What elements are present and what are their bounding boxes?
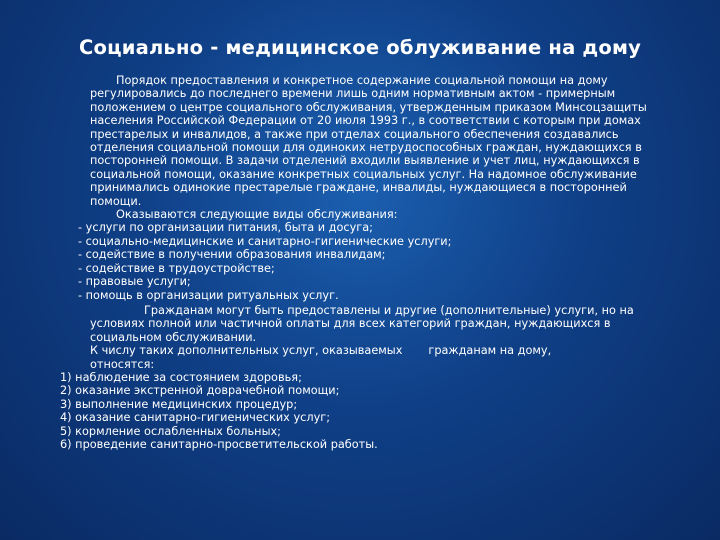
- list-item: 6) проведение санитарно-просветительской работы.: [60, 437, 378, 451]
- services-heading: Оказываются следующие виды обслуживания:: [116, 208, 398, 222]
- list-item: 4) оказание санитарно-гигиенических услуг;: [60, 411, 331, 425]
- list-item: - помощь в организации ритуальных услуг.: [78, 288, 339, 302]
- list-item: 1) наблюдение за состоянием здоровья;: [60, 370, 302, 384]
- additional-heading-part: К числу таких дополнительных услуг, оказываемых: [90, 344, 403, 358]
- additional-list-heading-end: относятся:: [90, 357, 155, 371]
- list-item: 2) оказание экстренной доврачебной помощи;: [60, 384, 340, 398]
- additional-heading-part: гражданам на дому,: [428, 344, 552, 358]
- slide-body: [62, 74, 672, 451]
- list-item: - правовые услуги;: [78, 275, 191, 289]
- intro-paragraph: Порядок предоставления и конкретное содержание социальной помощи на дому регулировались до последнего времени лишь одним нормативным актом - примерным положением о центре социального обслуживания, утвержденным приказом Минсоцзащиты населения Российской Федерации от 20 июля 1993 г., в соответствии с которым при домах престарелых и инвалидов, а также при отделах социального обеспечения создавались отделения социальной помощи для одиноких нетрудоспособных граждан, нуждающихся в посторонней помощи. В задачи отделений входили выявление и учет лиц, нуждающихся в социальной помощи, оказание конкретных социальных услуг. На надомное обслуживание принимались одинокие престарелые граждане, инвалиды, нуждающиеся в посторонней помощи.: [90, 74, 647, 208]
- list-item: - содействие в трудоустройстве;: [78, 261, 275, 275]
- additional-paragraph: Гражданам могут быть предоставлены и другие (дополнительные) услуги, но на условиях полной или частичной оплаты для всех категорий граждан, нуждающихся в социальном обслуживании.: [90, 303, 634, 344]
- services-list: [62, 221, 672, 301]
- numbered-list: [60, 371, 672, 451]
- list-item: - социально-медицинские и санитарно-гигиенические услуги;: [78, 234, 452, 248]
- list-item: 5) кормление ослабленных больных;: [60, 424, 281, 438]
- list-item: 3) выполнение медицинских процедур;: [60, 397, 298, 411]
- list-item: - услуги по организации питания, быта и досуга;: [78, 221, 373, 235]
- list-item: - содействие в получении образования инвалидам;: [78, 248, 386, 262]
- additional-list-heading: [62, 344, 672, 357]
- slide-title: Социально - медицинское облуживание на дому: [78, 36, 642, 59]
